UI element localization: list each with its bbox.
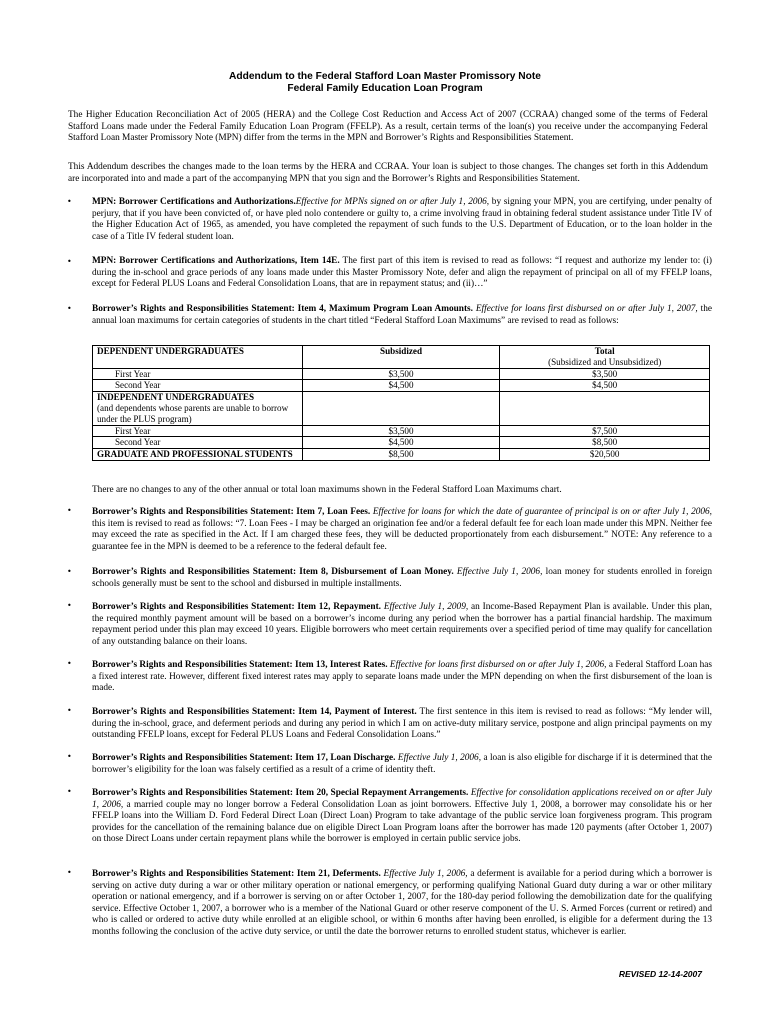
table-row [93,425,710,437]
bullet-icon: • [67,304,72,313]
intro-paragraph-1: The Higher Education Reconciliation Act of 2005 (HERA) and the College Cost Reduction and Access Act of 2007 (CCRAA) changed some of the terms of Federal Stafford Loans made under the Federal Family Education Loan Program (FFELP). As a result, certain terms of the loan(s) you receive under the accompanying Federal Stafford Loan Master Promissory Note (MPN) differ from the terms in the MPN and Borrower’s Rights and Responsibilities Statement. [68,110,708,144]
item-body: a Federal Stafford Loan has a fixed interest rate. However, different fixed interest rates may apply to separate loans made under the MPN depending on when the first disbursement of the loan is made. [92,660,713,694]
total-label: Total [594,346,615,356]
revision-date: REVISED 12-14-2007 [618,969,702,979]
bullet-icon: • [67,197,72,206]
bullet-icon: • [67,506,72,515]
cell-subsidized: $4,500 [302,380,500,392]
section-note: (and dependents whose parents are unable to borrow under the PLUS program) [97,402,289,424]
addendum-item [92,660,712,695]
addendum-item [92,602,712,648]
row-label: Second Year [115,380,161,391]
table-footnote: There are no changes to any of the other annual or total loan maximums shown in the Federal Stafford Loan Maximums chart. [92,485,562,495]
table-section-row [93,392,710,425]
item-body: an Income-Based Repayment Plan is available. Under this plan, the required monthly payment amount will be based on a borrower’s income during any period when the borrower has a partial financial hardship. The maximum repayment period under this plan may exceed 10 years. Eligible borrowers who meet certain requirements over a specified period of time may qualify for cancellation of any outstanding balance on their loans. [92,602,712,647]
bullet-icon: • [67,706,72,715]
item-heading: Borrower’s Rights and Responsibilities Statement: Item 8, Disbursement of Loan Money. [92,567,454,577]
addendum-item [92,788,712,846]
item-body: The first sentence in this item is revised to read as follows: “My lender will, during the in-school, grace, and deferment periods and during any period in which I am on active-duty military service, postpone and align principal payments on my outstanding FFELP loans, except for Federal PLUS Loans and Federal Consolidation Loans.” [92,707,712,741]
item-body: loan money for students enrolled in foreign schools generally must be sent to the school and disbursed in multiple installments. [92,567,712,589]
item-heading: Borrower’s Rights and Responsibilities Statement: Item 14, Payment of Interest. [92,707,417,717]
item-heading: Borrower’s Rights and Responsibilities Statement: Item 7, Loan Fees. [92,507,371,517]
item-body: a loan is also eligible for discharge if it is determined that the borrower’s eligibility for the loan was falsely certified as a result of a crime of identity theft. [92,753,712,775]
item-body: a married couple may no longer borrow a Federal Consolidation Loan as joint borrowers. Effective July 1, 2008, a borrower may consolidate his or her FFELP loans into the William D. Ford Federal Direct Loan (Direct Loan) Program to take advantage of the public service loan forgiveness program. This program provides for the cancellation of the remaining balance due on eligible Direct Loan Program loans after the borrower has made 120 payments (after October 1, 2007) on those Direct Loans under certain repayment plans while the borrower is employed in certain public service jobs. [92,799,712,845]
item-heading: Borrower’s Rights and Responsibilities Statement: Item 20, Special Repayment Arrangements. [92,788,469,798]
cell-total: $20,500 [500,449,710,461]
item-body: the annual loan maximums for certain categories of students in the chart titled “Federal Stafford Loan Maximums” are revised to read as follows: [92,304,712,326]
table-row [93,380,710,392]
table-header-total [500,346,710,369]
item-heading: Borrower’s Rights and Responsibilities Statement: Item 4, Maximum Program Loan Amounts. [92,304,473,314]
item-effective: Effective for loans first disbursed on or after July 1, 2006, [387,660,607,670]
cell-subsidized: $3,500 [302,368,500,380]
table-row [93,368,710,380]
item-body: this item is revised to read as follows: “7. Loan Fees - I may be charged an origination fee and/or a federal default fee for each loan made under this MPN. Neither fee may exceed the rate as specified in the Act. If I am charged these fees, they will be deducted proportionately from each disbursement.” NOTE: Any reference to a guarantee fee in the MPN is deemed to be a reference to the federal default fee. [92,518,712,552]
addendum-item [92,197,712,243]
row-label: First Year [115,425,151,436]
bullet-icon: • [67,752,72,761]
total-sublabel: (Subsidized and Unsubsidized) [548,356,662,367]
bullet-icon: • [67,659,72,668]
table-header-subsidized: Subsidized [302,346,500,369]
bullet-icon: • [67,787,72,796]
addendum-item [92,507,712,553]
addendum-item [92,567,712,590]
item-effective: Effective July 1, 2006, [380,869,468,879]
item-heading: Borrower’s Rights and Responsibilities Statement: Item 21, Deferments. [92,869,381,879]
section-heading: INDEPENDENT UNDERGRADUATES [97,392,255,403]
addendum-item [92,869,712,939]
item-heading: Borrower’s Rights and Responsibilities Statement: Item 13, Interest Rates. [92,660,388,670]
item-body: by signing your MPN, you are certifying, under penalty of perjury, that if you have been convicted of, or have pled nolo contendere or guilty to, a crime involving fraud in obtaining federal student assistance under Title IV of the Higher Education Act of 1965, as amended, you have completed the repayment of such funds to the U.S. Department of Education, or to the loan holder in the case of a Title IV federal student loan. [92,197,713,242]
table-row [93,437,710,449]
addendum-item [92,304,712,327]
item-heading: Borrower’s Rights and Responsibilities Statement: Item 12, Repayment. [92,602,381,612]
addendum-item [92,707,712,742]
cell-total: $4,500 [500,380,710,392]
cell-total: $3,500 [500,368,710,380]
item-effective: Effective for consolidation applications received on or after July 1, 2006, [92,788,713,810]
row-label: First Year [115,368,151,379]
cell-total: $7,500 [500,425,710,437]
cell-subsidized: $8,500 [302,449,500,461]
item-body: a deferment is available for a period during which a borrower is serving on active duty during a war or other military operation or national emergency, or performing qualifying National Guard duty during a war or other military operation or national emergency, and if a borrower is serving on or after October 1, 2007, for the 180-day period following the demobilization date for the qualifying service. Effective October 1, 2007, a borrower who is a member of the National Guard or other reserve component of the U. S. Armed Forces (current or retired) and who is called or ordered to active duty while enrolled at an eligible school, or within 6 months after having been enrolled, is eligible for a deferment during the 13 months following the conclusion of the active duty service, or until the date the borrower returns to enrolled student status, whichever is earlier. [92,869,712,937]
cell-subsidized: $4,500 [302,437,500,449]
item-effective: Effective July 1, 2009, [381,602,469,612]
row-label: Second Year [115,437,161,448]
item-effective: Effective July 1, 2006, [453,567,543,577]
bullet-icon: • [67,567,72,576]
table-row [93,449,710,461]
item-heading: Borrower’s Rights and Responsibilities Statement: Item 17, Loan Discharge. [92,753,396,763]
addendum-item [92,753,712,776]
cell-subsidized: $3,500 [302,425,500,437]
cell-total: $8,500 [500,437,710,449]
document-title: Addendum to the Federal Stafford Loan Master Promissory Note [229,71,541,82]
bullet-icon: • [67,257,72,266]
item-effective: Effective July 1, 2006, [395,753,482,763]
row-label: GRADUATE AND PROFESSIONAL STUDENTS [93,449,303,461]
item-effective: Effective for loans for which the date of guarantee of principal is on or after July 1, 2006, [370,507,712,517]
loan-maximums-table [92,345,710,461]
item-heading: MPN: Borrower Certifications and Authorizations, Item 14E. [92,256,340,266]
addendum-item [92,256,712,291]
table-header-row [93,346,710,369]
item-effective: Effective for loans first disbursed on or after July 1, 2007, [472,304,698,314]
bullet-icon: • [67,868,72,877]
item-effective: Effective for MPNs signed on or after July 1, 2006, [295,197,490,207]
document-subtitle: Federal Family Education Loan Program [287,83,483,94]
intro-paragraph-2: This Addendum describes the changes made to the loan terms by the HERA and CCRAA. Your loan is subject to those changes. The changes set forth in this Addendum are incorporated into and made a part of the accompanying MPN that you sign and the Borrower’s Rights and Responsibilities Statement. [68,162,708,184]
table-header-category: DEPENDENT UNDERGRADUATES [93,346,303,369]
bullet-icon: • [67,601,72,610]
item-heading: MPN: Borrower Certifications and Authorizations. [92,197,296,207]
item-body: The first part of this item is revised to read as follows: “I request and authorize my lender to: (i) during the in-school and grace periods of any loans made under this Master Promissory Note, defer and align the repayment of principal on all of my FFELP loans, except for Federal PLUS Loans and Federal Consolidation Loans, that are in repayment status; and (ii)…” [92,256,713,290]
